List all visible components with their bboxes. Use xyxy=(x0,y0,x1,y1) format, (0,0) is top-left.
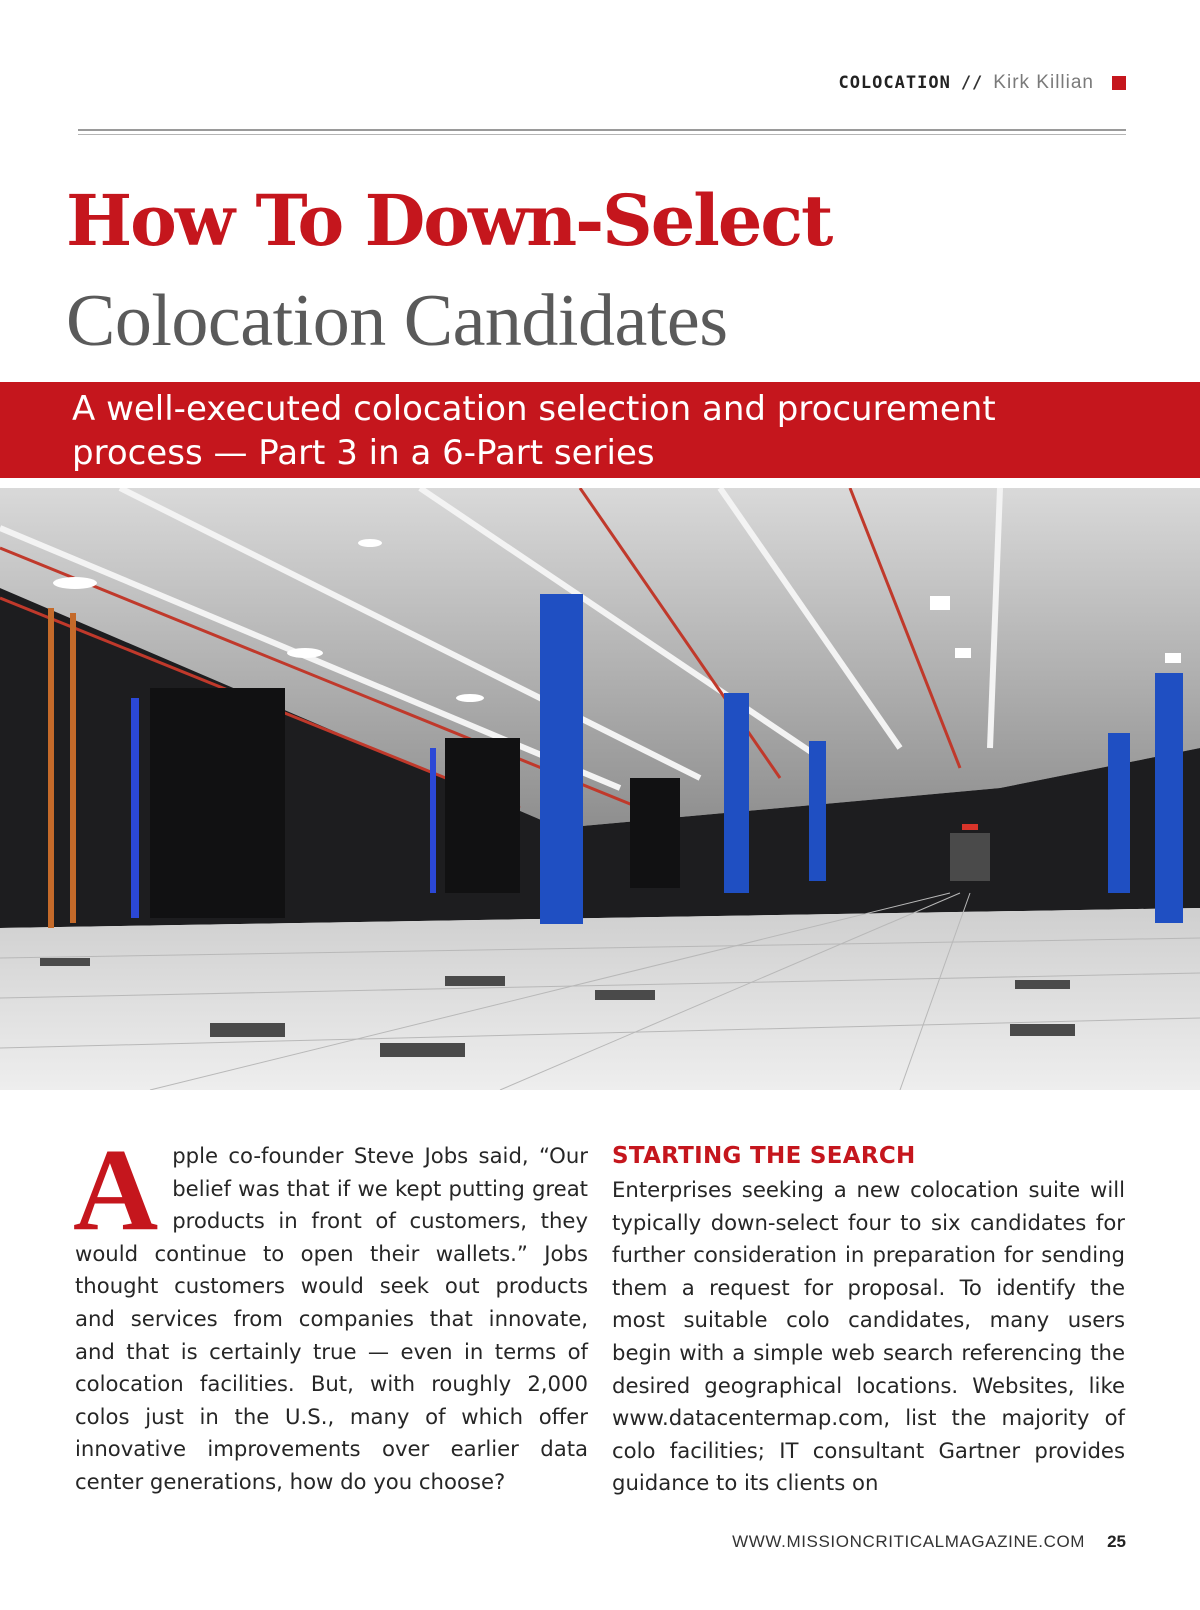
running-header xyxy=(838,72,1126,94)
header-rule-secondary xyxy=(78,134,1126,135)
header-rule xyxy=(78,129,1126,131)
data-center-photo xyxy=(0,488,1200,1090)
article-title: How To Down-Select xyxy=(66,179,832,262)
header-square-icon xyxy=(1112,76,1126,90)
right-column xyxy=(612,1140,1125,1500)
section-heading: STARTING THE SEARCH xyxy=(612,1143,916,1169)
right-column-text: Enterprises seeking a new colocation suite will typically down-select four to six candidates for further consideration in preparation for sending them a request for proposal. To identify the most suitable colo candidates, many users begin with a simple web search referencing the desired geographical locations. Websites, like www.datacentermap.com, list the majority of colo facilities; IT consultant Gartner provides guidance to its clients on xyxy=(612,1177,1125,1496)
magazine-url: WWW.MISSIONCRITICALMAGAZINE.COM xyxy=(732,1532,1086,1551)
deck-line-2: process — Part 3 in a 6-Part series xyxy=(72,433,655,473)
deck-banner xyxy=(0,382,1200,478)
author-name: Kirk Killian xyxy=(993,72,1094,93)
deck-line-1: A well-executed colocation selection and procurement xyxy=(72,389,996,429)
left-column-text: pple co-founder Steve Jobs said, “Our belief was that if we kept putting great products in front of customers, they would continue to open their wallets.” Jobs thought customers would seek out products and services from companies that innovate, and that is certainly true — even in terms of colocation facilities. But, with roughly 2,000 colos just in the U.S., many of which offer innovative improvements over earlier data center generations, how do you choose? xyxy=(75,1143,588,1494)
page-number: 25 xyxy=(1107,1532,1126,1551)
header-separator: // xyxy=(960,73,984,93)
left-column xyxy=(73,1124,588,1499)
drop-cap: A xyxy=(73,1124,159,1255)
page-footer xyxy=(732,1532,1126,1552)
section-label: COLOCATION xyxy=(838,73,951,93)
article-subtitle: Colocation Candidates xyxy=(66,280,728,362)
